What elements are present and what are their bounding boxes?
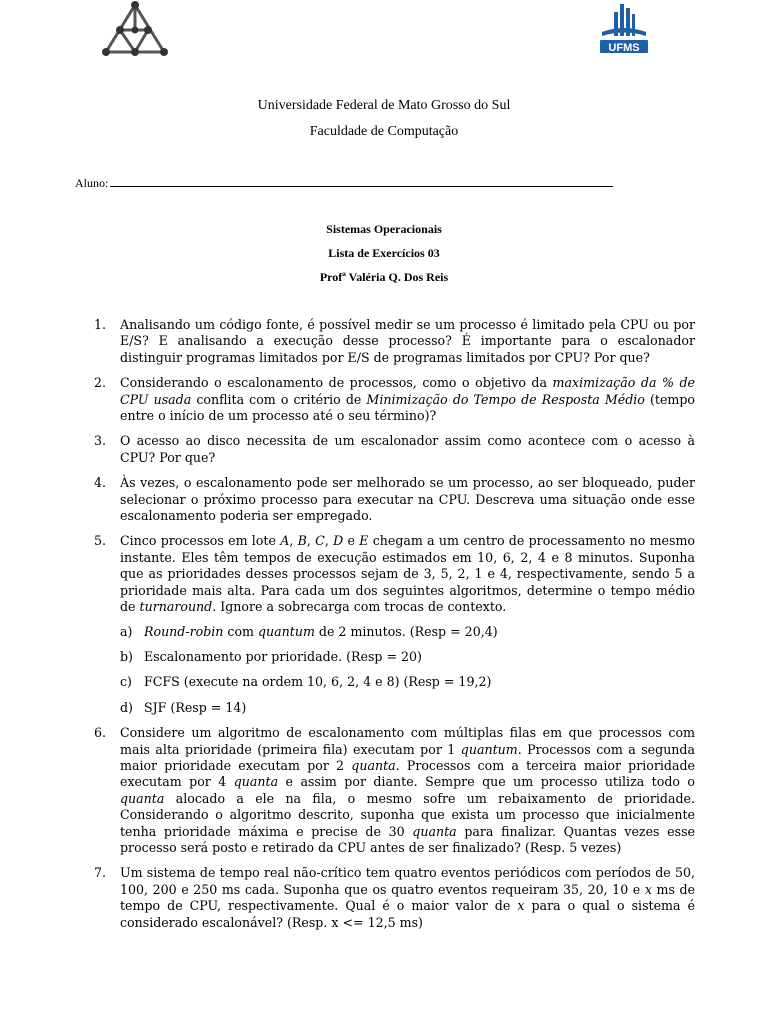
question-3 [94,433,695,466]
question-number: 7. [94,865,107,881]
university-name: Universidade Federal de Mato Grosso do Sul [257,98,511,113]
subject-title: Sistemas Operacionais [326,222,442,236]
question-number: 2. [94,375,107,391]
professor-name: Profª Valéria Q. Dos Reis [319,270,449,284]
question-text: Analisando um código fonte, é possível medir se um processo é limitado pela CPU ou por E/S? E analisando a execução desse processo? É importante para o escalonador distinguir programas limitados por E/S de programas limitados por CPU? Por que? [120,317,695,365]
question-text: O acesso ao disco necessita de um escalonador assim como acontece com o acesso à CPU? Por que? [120,433,695,465]
question-2 [94,375,695,424]
question-number: 6. [94,725,107,741]
sub-item-c: c) FCFS (execute na ordem 10, 6, 2, 4 e 8) (Resp = 19,2) [120,674,492,690]
faculty-name: Faculdade de Computação [309,124,459,139]
question-text: Às vezes, o escalonamento pode ser melhorado se um processo, ao ser bloqueado, puder selecionar o próximo processo para executar na CPU. Descreva uma situação onde esse escalonamento poderia ser empregado. [120,475,695,524]
question-text: Considerando o escalonamento de processos, como o objetivo da maximização da % de CPU usada conflita com o critério de Minimização do Tempo de Resposta Médio (tempo entre o início de um processo até o seu término)? [120,375,695,424]
ufms-logo-text: UFMS [608,42,640,54]
question-number: 5. [94,533,107,549]
sub-item-d: d) SJF (Resp = 14) [120,699,247,715]
question-text: Considere um algoritmo de escalonamento com múltiplas filas em que processos com mais alta prioridade (primeira fila) executam por 1 quantum. Processos com a segunda maior prioridade executam por 2 quanta. Processos com a terceira maior prioridade executam por 4 quanta e assim por diante. Sempre que um processo utiliza todo o quanta alocado a ele na fila, o mesmo sofre um rebaixamento de prioridade. Considerando o algoritmo descrito, suponha que exista um processo que inicialmente tenha prioridade máxima e precise de 30 quanta para finalizar. Quantas vezes esse processo será posto e retirado da CPU antes de ser finalizado? (Resp. 5 vezes) [120,725,696,855]
question-list [94,317,695,940]
question-7 [94,865,695,931]
question-4 [94,475,695,524]
question-number: 3. [94,433,107,449]
question-number: 1. [94,317,107,332]
faculty-logo-icon [100,0,170,58]
student-label: Aluno: [75,176,109,190]
question-6 [94,725,695,856]
question-text: Cinco processos em lote A, B, C, D e E chegam a um centro de processamento no mesmo instante. Eles têm tempos de execução estimados em 10, 6, 2, 4 e 8 minutos. Suponha que as prioridades desses processos sejam de 3, 5, 2, 1 e 4, respectivamente, sendo 5 a prioridade mais alta. Para cada um dos seguintes algoritmos, determine o tempo médio de turnaround. Ignore a sobrecarga com trocas de contexto. a) Round-robin com quantum de 2 minutos. (Resp = 20,4) b) Escalonamento por prioridade. (Resp = 20) c) FCFS (execute na ordem 10, 6, 2, 4 e 8) (Resp = 19,2) d) SJF (Resp = 14) [120,533,695,715]
question-1 [94,317,695,366]
sub-item-b: b) Escalonamento por prioridade. (Resp = 20) [120,648,422,664]
list-title: Lista de Exercícios 03 [328,246,440,260]
student-field [75,176,613,191]
question-text: Um sistema de tempo real não-crítico tem quatro eventos periódicos com períodos de 50, 100, 200 e 250 ms cada. Suponha que os quatro eventos requeiram 35, 20, 10 e x ms de tempo de CPU, respectivamente. Qual é o maior valor de x para o qual o sistema é considerado escalonável? (Resp. x <= 12,5 ms) [120,865,695,930]
question-number: 4. [94,475,107,491]
ufms-logo-icon [598,2,650,54]
student-name-line [110,176,613,187]
question-5 [94,533,695,716]
sub-item-a: a) Round-robin com quantum de 2 minutos. (Resp = 20,4) [120,623,498,639]
